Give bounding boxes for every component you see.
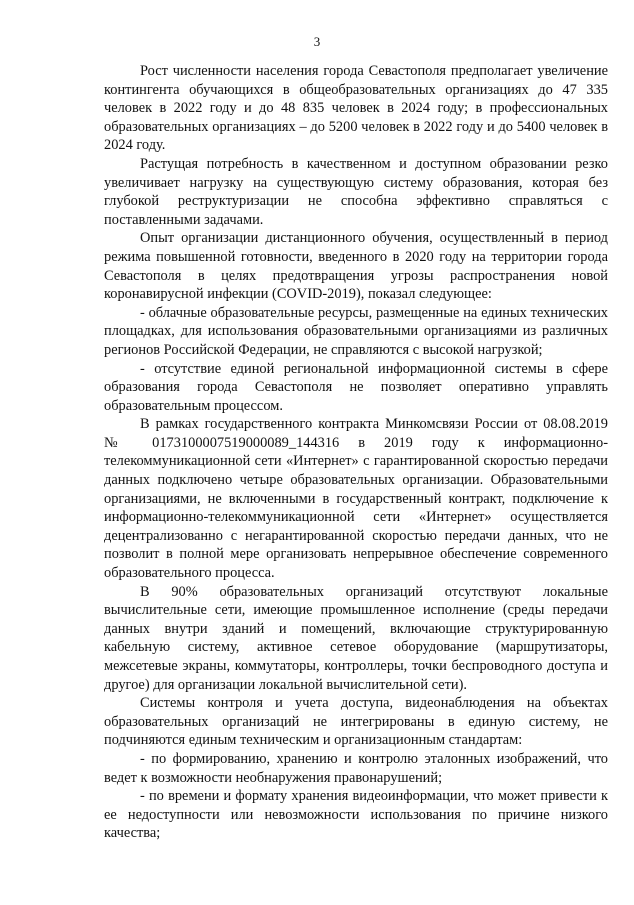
list-item-reference-images: - по формированию, хранению и контролю эталонных изображений, что ведет к возможности необнаружения правонарушений; — [104, 750, 608, 786]
paragraph-access-control: Системы контроля и учета доступа, видеонаблюдения на объектах образовательных организаций не интегрированы в единую систему, не подчиняются единым техническим и организационным стандартам: — [104, 695, 608, 749]
document-body — [104, 62, 608, 843]
paragraph-local-networks: В 90% образовательных организаций отсутствуют локальные вычислительные сети, имеющие промышленное исполнение (среды передачи данных внутри зданий и помещений, включающие структурированную кабельную систему, активное сетевое оборудование (маршрутизаторы, межсетевые экраны, коммутаторы, контроллеры, точки беспроводного доступа и другое) для организации локальной вычислительной сети). — [104, 583, 608, 693]
page-number: 3 — [313, 34, 321, 49]
paragraph-population-growth: Рост численности населения города Севастополя предполагает увеличение контингента обучающихся в общеобразовательных организациях до 47 335 человек в 2022 году и до 48 835 человек в 2024 году; в профессиональных образовательных организациях – до 5200 человек в 2022 году и до 5400 человек в 2024 году. — [104, 63, 608, 154]
paragraph-education-demand: Растущая потребность в качественном и доступном образовании резко увеличивает нагрузку на существующую систему образования, которая без глубокой реструктуризации не способна эффективно справляться с поставленными задачами. — [104, 155, 608, 228]
list-item-regional-system: - отсутствие единой региональной информационной системы в сфере образования города Севастополя не позволяет оперативно управлять образовательным процессом. — [104, 360, 608, 414]
list-item-video-storage: - по времени и формату хранения видеоинформации, что может привести к ее недоступности или невозможности использования по причине низкого качества; — [104, 788, 608, 842]
paragraph-distance-learning: Опыт организации дистанционного обучения, осуществленный в период режима повышенной готовности, введенного в 2020 году на территории города Севастополя в целях предотвращения угрозы распространения новой коронавирусной инфекции (COVID-2019), показал следующее: — [104, 230, 608, 303]
list-item-cloud-resources: - облачные образовательные ресурсы, размещенные на единых технических площадках, для использования образовательными организациями из различных регионов Российской Федерации, не справляются с высокой нагрузкой; — [104, 304, 608, 358]
paragraph-internet-contract: В рамках государственного контракта Минкомсвязи России от 08.08.2019 № 0173100007519000089_144316 в 2019 году к информационно-телекоммуникационной сети «Интернет» с гарантированной скоростью передачи данных подключено четыре образовательных организации. Образовательными организациями, не включенными в государственный контракт, подключение к информационно-телекоммуникационной сети «Интернет» осуществляется децентрализованно с негарантированной скоростью передачи данных, что не позволит в полной мере организовать непрерывное обеспечение современного образовательного процесса. — [104, 416, 608, 582]
